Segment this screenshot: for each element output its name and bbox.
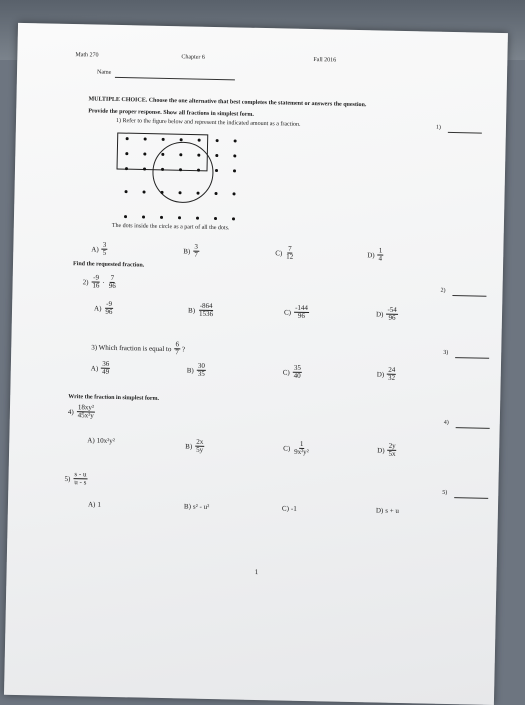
option-text: s + u xyxy=(385,506,400,515)
option-numerator: -864 xyxy=(199,301,213,311)
option-label: A) xyxy=(91,244,99,254)
q1-option-b[interactable] xyxy=(183,243,199,258)
option-label: B) xyxy=(186,365,194,375)
option-numerator: 1 xyxy=(299,439,304,448)
figure-dot xyxy=(214,192,217,195)
option-denominator: 32 xyxy=(388,373,396,382)
instructions-sub: Provide the proper response. Show all fractions in simplest form. xyxy=(88,108,254,118)
q2-option-a[interactable] xyxy=(94,301,114,316)
option-fraction xyxy=(101,361,110,376)
option-fraction xyxy=(285,246,294,261)
q3-suffix: ? xyxy=(181,344,186,353)
figure-dot xyxy=(196,217,199,220)
option-label: D) xyxy=(376,369,385,379)
option-label: D) xyxy=(377,445,385,455)
option-denominator: 7 xyxy=(194,250,198,259)
figure-dot xyxy=(232,217,235,220)
figure-dot xyxy=(161,153,164,156)
option-fraction xyxy=(378,247,384,262)
option-numerator: 24 xyxy=(388,365,396,374)
q1-answer-line[interactable] xyxy=(448,132,482,134)
q4-option-a[interactable] xyxy=(87,436,115,445)
section-find-heading: Find the requested fraction. xyxy=(72,261,145,269)
option-label: B) xyxy=(185,441,193,451)
figure-dot xyxy=(215,169,218,172)
q5-number: 5) xyxy=(64,474,71,483)
option-numerator: 35 xyxy=(293,363,301,372)
option-label: B) xyxy=(183,502,192,511)
option-denominator: 5x xyxy=(388,449,396,458)
q4-answer-line[interactable] xyxy=(456,427,490,429)
option-denominator: 5 xyxy=(102,248,107,257)
figure-dot xyxy=(143,153,146,156)
option-text: s² - u² xyxy=(192,502,210,511)
chapter-label: Chapter 6 xyxy=(181,54,205,61)
q1-caption: The dots inside the circle as a part of all the dots. xyxy=(111,222,230,232)
option-fraction xyxy=(104,301,113,316)
figure-dot xyxy=(216,139,219,142)
q2-number: 2) xyxy=(82,277,89,286)
q3-option-b[interactable] xyxy=(187,362,206,377)
figure-dot xyxy=(178,191,181,194)
section-simplest-heading: Write the fraction in simplest form. xyxy=(68,394,160,402)
option-label: A) xyxy=(87,500,96,509)
name-field-line[interactable] xyxy=(115,77,235,81)
figure-dot xyxy=(215,154,218,157)
q1-option-a[interactable] xyxy=(91,241,107,256)
q2-option-d[interactable] xyxy=(376,306,398,321)
q4-expression xyxy=(68,404,95,420)
term-label: Fall 2016 xyxy=(313,57,337,64)
option-numerator: 1 xyxy=(378,246,383,255)
option-numerator: -9 xyxy=(106,299,113,308)
option-text: 1 xyxy=(97,500,101,509)
q3-option-a[interactable] xyxy=(91,360,111,375)
option-denominator: 96 xyxy=(388,313,396,322)
q3-option-c[interactable] xyxy=(283,364,302,379)
option-fraction xyxy=(197,363,206,378)
q1-option-c[interactable] xyxy=(275,245,294,260)
option-denominator: 35 xyxy=(197,369,205,378)
worksheet-page xyxy=(4,23,508,705)
q5-expr-n: s - u xyxy=(74,470,87,479)
figure-dot xyxy=(125,167,128,170)
option-fraction xyxy=(294,305,309,320)
option-numerator: 30 xyxy=(197,361,205,370)
option-denominator: 12 xyxy=(286,252,294,261)
option-fraction xyxy=(387,443,396,458)
figure-dot xyxy=(234,139,237,142)
option-fraction xyxy=(293,365,302,380)
option-label: C) xyxy=(283,308,292,317)
option-fraction xyxy=(293,441,310,456)
figure-dot xyxy=(125,152,128,155)
name-label: Name xyxy=(96,69,112,76)
q4-option-c[interactable] xyxy=(283,441,310,457)
q2-option-b[interactable] xyxy=(188,302,214,318)
q3-target-n: 6 xyxy=(175,340,180,349)
instructions-heading: MULTIPLE CHOICE. Choose the one alternative that best completes the statement or answers the question. xyxy=(88,96,367,109)
figure-dot xyxy=(124,215,127,218)
figure-dot xyxy=(197,154,200,157)
q1-number: 1) xyxy=(435,124,442,131)
q3-answer-line[interactable] xyxy=(455,357,489,359)
q4-option-d[interactable] xyxy=(377,442,397,457)
figure-dot xyxy=(196,192,199,195)
q4-expr-n: 18xy² xyxy=(77,403,95,412)
q2-option-c[interactable] xyxy=(284,305,309,321)
option-numerator: 3 xyxy=(194,242,198,251)
q2-expr-d2: 96 xyxy=(108,281,116,290)
figure-dot xyxy=(142,216,145,219)
option-denominator: 4 xyxy=(378,254,383,263)
course-label: Math 270 xyxy=(75,52,99,59)
option-denominator: 1536 xyxy=(198,309,214,319)
q5-expression xyxy=(64,471,87,486)
q2-expr-n1: -9 xyxy=(93,273,100,282)
figure-dot xyxy=(179,168,182,171)
option-numerator: 2x xyxy=(196,437,204,446)
option-label: C) xyxy=(282,367,290,377)
page-number: 1 xyxy=(254,567,259,577)
q4-expr-d: 45x²y xyxy=(77,411,94,420)
option-denominator: 9x²y² xyxy=(294,447,309,457)
option-numerator: 3 xyxy=(102,240,107,249)
option-fraction xyxy=(198,303,214,318)
q3-prompt-text: 3) Which fraction is equal to xyxy=(91,342,172,353)
q2-expr-n2: 7 xyxy=(110,273,115,282)
figure-dot xyxy=(143,191,146,194)
figure-dot xyxy=(197,169,200,172)
figure-dot xyxy=(144,138,147,141)
q5-answer-line[interactable] xyxy=(454,497,488,499)
option-text: 10x²y² xyxy=(96,436,115,445)
q4-option-b[interactable] xyxy=(185,438,204,453)
option-fraction xyxy=(386,307,398,322)
figure-dot xyxy=(126,137,129,140)
q4-number-right: 4) xyxy=(443,419,449,426)
option-label: C) xyxy=(275,248,283,257)
q5-option-d[interactable] xyxy=(376,506,399,514)
option-label: C) xyxy=(283,444,291,453)
figure-dot xyxy=(125,190,128,193)
option-numerator: 7 xyxy=(288,244,292,253)
option-denominator: 5y xyxy=(196,445,204,454)
figure-dot xyxy=(233,154,236,157)
q3-option-d[interactable] xyxy=(377,366,397,381)
option-fraction xyxy=(387,367,396,382)
option-fraction xyxy=(102,242,108,257)
q4-number: 4) xyxy=(67,407,74,416)
option-denominator: 96 xyxy=(297,311,305,320)
q5-option-c[interactable] xyxy=(282,505,297,513)
figure-dot xyxy=(178,216,181,219)
figure-dot xyxy=(160,216,163,219)
figure-dot xyxy=(162,138,165,141)
q1-option-d[interactable] xyxy=(367,247,383,262)
dot-figure xyxy=(111,129,256,232)
figure-dot xyxy=(161,168,164,171)
q1-prompt: 1) Refer to the figure below and represent the indicated amount as a fraction. xyxy=(115,117,301,128)
option-denominator: 96 xyxy=(105,307,113,316)
figure-dot xyxy=(232,192,235,195)
figure-dot xyxy=(143,168,146,171)
q3-number-right: 3) xyxy=(443,349,449,356)
option-numerator: -144 xyxy=(295,303,309,313)
figure-dot xyxy=(214,217,217,220)
option-denominator: 49 xyxy=(102,367,110,376)
q2-number-right: 2) xyxy=(440,287,446,294)
q5-number-right: 5) xyxy=(442,489,448,496)
option-label: C) xyxy=(281,504,290,513)
figure-dot xyxy=(198,139,201,142)
q3-target-d: 7 xyxy=(175,348,179,357)
option-numerator: 36 xyxy=(102,359,110,368)
figure-dot xyxy=(233,169,236,172)
q2-answer-line[interactable] xyxy=(452,295,486,297)
figure-dot xyxy=(161,191,164,194)
option-label: D) xyxy=(375,506,384,515)
figure-dot xyxy=(179,153,182,156)
q3-prompt xyxy=(91,339,185,356)
q5-option-b[interactable] xyxy=(184,502,209,511)
q5-expr-d: u - s xyxy=(74,478,87,487)
option-label: A) xyxy=(90,363,99,373)
option-label: B) xyxy=(187,305,196,315)
option-denominator: 40 xyxy=(293,371,301,380)
option-label: A) xyxy=(87,436,95,445)
option-fraction xyxy=(195,439,204,454)
option-label: D) xyxy=(367,250,375,259)
q2-expr-d1: 16 xyxy=(92,281,100,290)
option-text: -1 xyxy=(290,504,297,513)
option-numerator: 2y xyxy=(388,441,396,450)
option-label: D) xyxy=(375,309,384,319)
q5-option-a[interactable] xyxy=(88,500,101,508)
q2-expression xyxy=(82,274,116,290)
option-label: A) xyxy=(94,304,102,313)
option-label: B) xyxy=(183,246,191,256)
option-fraction xyxy=(193,244,199,259)
q2-operator: · xyxy=(102,278,105,287)
figure-dot xyxy=(180,138,183,141)
option-numerator: -54 xyxy=(387,305,397,314)
